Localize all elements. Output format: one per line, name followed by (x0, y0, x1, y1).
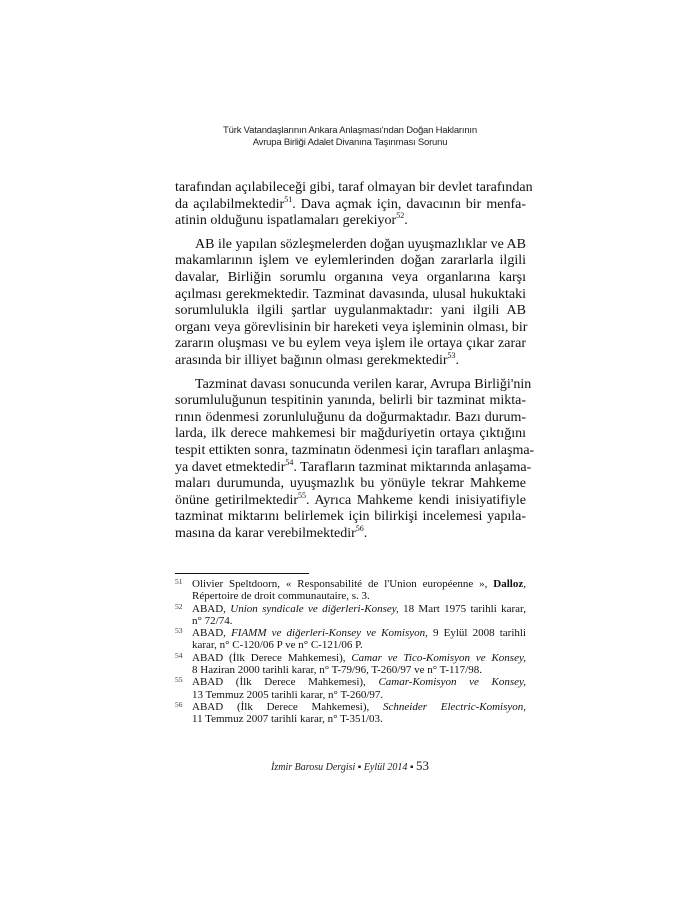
text-line (175, 194, 526, 214)
footnote-line (192, 627, 526, 639)
text-line (175, 426, 526, 443)
text-segment: . (363, 525, 368, 541)
footnote-reference: 52 (396, 211, 405, 221)
text-segment: 13 Temmuz 2005 tarihli karar, n° T-260/97. (192, 688, 384, 701)
text-line (175, 253, 526, 270)
footnote-line (192, 639, 526, 651)
separator: ▪ (357, 762, 362, 773)
footnote-number: 56 (175, 699, 183, 709)
footnote-line (192, 652, 526, 664)
footnote-reference: 53 (447, 350, 456, 360)
text-segment: atinin olduğunu ispatlamaları gerekiyor (175, 213, 397, 229)
text-segment: ABAD, (192, 602, 231, 615)
text-segment: sorumluluğunun tespitinin yanında, belirli bir tazminat mikta- (175, 393, 526, 409)
footnote-line (192, 689, 526, 701)
page-footer (0, 758, 700, 774)
footnote-separator (175, 573, 309, 574)
text-line (175, 237, 526, 254)
text-line (175, 490, 526, 510)
footnote (175, 676, 526, 701)
text-segment: Dalloz (493, 578, 524, 590)
text-line (175, 320, 526, 337)
text-line (175, 303, 526, 320)
text-line (175, 336, 526, 353)
text-segment: Camar ve Tico-Komisyon ve Konsey, (351, 651, 526, 664)
text-segment: FIAMM ve diğerleri-Konsey ve Komisyon, (231, 627, 428, 640)
text-segment: . Dava açmak için, davacının bir menfa- (292, 196, 526, 212)
text-segment: 9 Eylül 2008 tarihli (427, 627, 527, 640)
paragraph (175, 376, 535, 543)
footnote (175, 603, 526, 628)
text-segment: . Tarafların tazminat miktarında anlaşama- (293, 459, 532, 475)
text-line (175, 350, 526, 370)
text-segment: ABAD (İlk Derece Mahkemesi), (192, 651, 352, 664)
footnote-line (192, 578, 526, 590)
text-segment: tazminat miktarını belirlemek için bilirkişi incelemesi yapıla- (175, 509, 526, 525)
text-segment: Camar-Komisyon ve Konsey, (378, 676, 527, 689)
text-segment: larda, ilk derece mahkemesi bir mağduriyetin ortaya çıktığını (175, 426, 526, 442)
text-segment: organı veya görevlisinin bir hareketi veya işleminin olması, bir (175, 319, 528, 335)
text-line (175, 523, 526, 543)
footnote-number: 55 (175, 675, 183, 685)
text-line (175, 213, 526, 230)
text-segment: açılması gerekmektedir. Tazminat davasında, ulusal hukuktaki (175, 286, 526, 302)
text-segment: ABAD (İlk Derece Mahkemesi), (192, 676, 379, 689)
text-line (175, 457, 532, 477)
journal-name: İzmir Barosu Dergisi (271, 762, 356, 773)
text-segment: , (523, 578, 526, 590)
footnote (175, 578, 526, 603)
text-segment: zararın oluşması ve bu eylem veya işlem ile ortaya çıkar zarar (175, 336, 526, 352)
text-line (175, 476, 526, 493)
paragraph (175, 180, 533, 230)
footnote-line (192, 676, 526, 688)
text-line (175, 410, 526, 427)
footnote-line (192, 664, 526, 676)
text-segment: tespit ettikten sonra, tazminatın ödenmesi için tarafları anlaşma- (175, 442, 535, 458)
body-text (175, 180, 535, 549)
text-segment: 8 Haziran 2000 tarihli karar, n° T-79/96, T-260/97 ve n° T-117/98. (192, 664, 482, 677)
text-segment: ABAD (İlk Derece Mahkemesi), (192, 700, 384, 713)
issue-date: Eylül 2014 (363, 762, 408, 773)
text-segment: . Ayrıca Mahkeme kendi inisiyatifiyle (306, 492, 526, 508)
text-segment: makamlarının işlem ve eylemlerinden doğan zararlarla ilgili (175, 253, 526, 269)
paragraph (175, 237, 526, 370)
footnote-number: 52 (175, 601, 183, 611)
footnote (175, 701, 526, 726)
separator: ▪ (409, 762, 414, 773)
footnote-line (192, 615, 526, 627)
text-segment: Tazminat davası sonucunda verilen karar, Avrupa Birliği'nin (195, 376, 532, 392)
text-segment: . (455, 352, 460, 368)
text-segment: arasında bir illiyet bağının olması gerekmektedir (175, 352, 448, 368)
text-line (175, 442, 535, 460)
footnote-number: 51 (175, 577, 183, 586)
text-segment: 11 Temmuz 2007 tarihli karar, n° T-351/03. (192, 713, 383, 726)
text-segment: karar, n° C-120/06 P ve n° C-121/06 P. (192, 639, 363, 652)
footnotes (175, 578, 526, 726)
text-segment: n° 72/74. (192, 614, 233, 627)
footnote-number: 53 (175, 626, 183, 636)
footnote-reference: 54 (285, 457, 294, 467)
text-line (175, 270, 526, 287)
text-line (175, 376, 532, 394)
text-segment: AB ile yapılan sözleşmelerden doğan uyuşmazlıklar ve AB (195, 236, 526, 252)
footnote-reference: 55 (298, 490, 307, 500)
text-segment: önüne getirilmektedir (175, 492, 299, 508)
footnote-number: 54 (175, 650, 183, 660)
text-segment: tarafından açılabileceği gibi, taraf olmayan bir devlet tarafından (175, 180, 533, 195)
footnote-reference: 56 (355, 523, 364, 533)
text-segment: Répertoire de droit communautaire, s. 3. (192, 590, 370, 603)
text-segment: sorumlulukla ilgili şartlar uygulanmaktadır: yani ilgili AB (175, 303, 526, 319)
text-segment: davalar, Birliğin sorumlu organına veya organlarına karşı (175, 269, 526, 285)
text-segment: ABAD, (192, 627, 232, 640)
text-segment: da açılabilmektedir (175, 196, 285, 212)
text-line (175, 393, 526, 410)
page-number: 53 (415, 758, 429, 773)
running-header (0, 125, 700, 149)
footnote (175, 652, 526, 677)
text-segment: ya davet etmektedir (175, 459, 286, 475)
text-segment: . (404, 213, 408, 229)
text-line (175, 509, 526, 526)
text-segment: Schneider Electric-Komisyon, (383, 700, 526, 713)
footnote-reference: 51 (284, 194, 293, 204)
footnote-line (192, 590, 526, 602)
footnote-line (192, 603, 526, 615)
text-segment: maları durumunda, uyuşmazlık bu yönüyle tekrar Mahkeme (175, 476, 526, 492)
text-segment: Olivier Speltdoorn, « Responsabilité de l'Union européenne », (192, 578, 494, 590)
footnote-line (192, 713, 526, 725)
text-segment: 18 Mart 1975 tarihli karar, (398, 602, 526, 615)
footnote (175, 627, 526, 652)
running-header-line-1: Türk Vatandaşlarının Ankara Anlaşması'ndan Doğan Haklarının (223, 125, 477, 136)
text-segment: Union syndicale ve diğerleri-Konsey, (230, 602, 399, 615)
text-segment: masına da karar verebilmektedir (175, 525, 356, 541)
footnote-line (192, 701, 526, 713)
running-header-line-2: Avrupa Birliği Adalet Divanına Taşınması Sorunu (252, 137, 448, 148)
text-line (175, 180, 533, 197)
text-line (175, 287, 526, 304)
text-segment: rının ödenmesi zorunluluğunu da doğurmaktadır. Bazı durum- (175, 409, 526, 425)
